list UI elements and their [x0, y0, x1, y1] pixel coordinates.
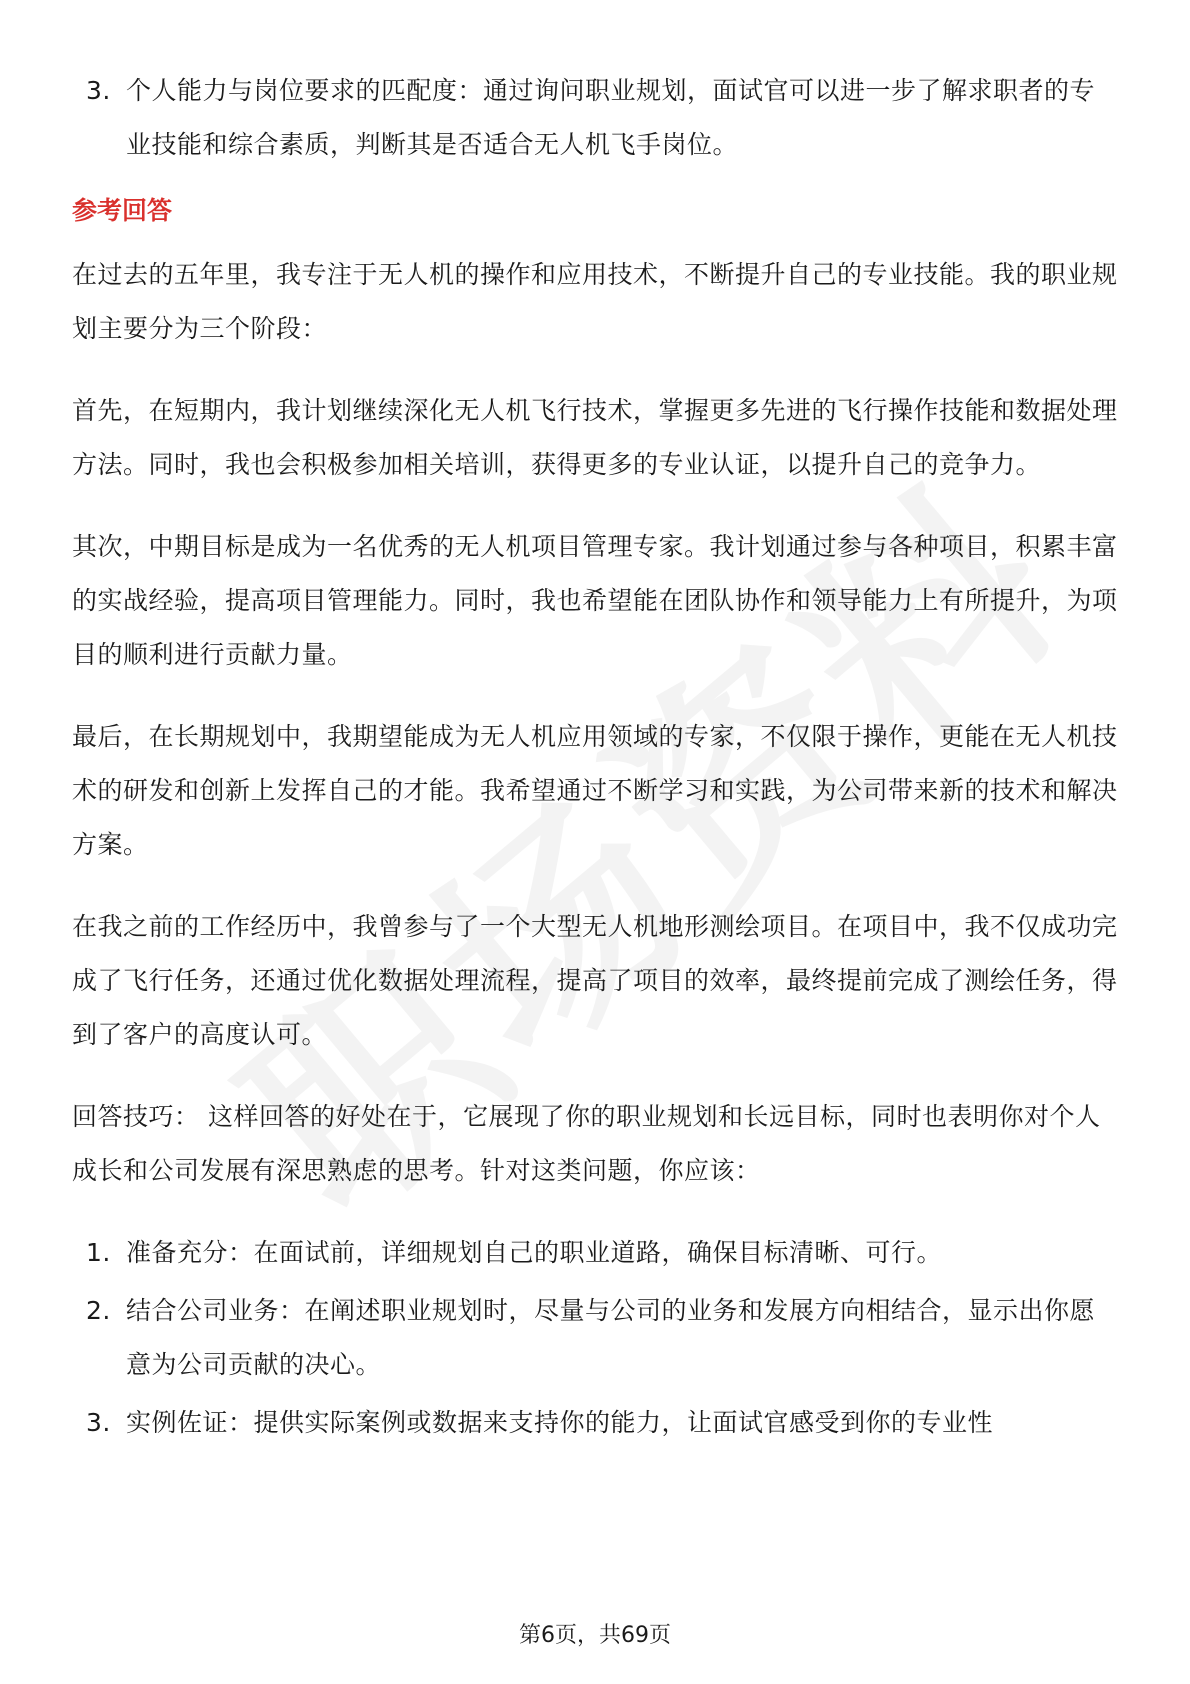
top-list-item — [72, 64, 1118, 172]
list-item-text: 准备充分：在面试前，详细规划自己的职业道路，确保目标清晰、可行。 — [126, 1238, 943, 1267]
paragraph-intro: 在过去的五年里，我专注于无人机的操作和应用技术，不断提升自己的专业技能。我的职业规划主要分为三个阶段： — [72, 260, 1118, 343]
paragraph-answer-tips: 回答技巧： 这样回答的好处在于，它展现了你的职业规划和长远目标，同时也表明你对个人成长和公司发展有深思熟虑的思考。针对这类问题，你应该： — [72, 1102, 1101, 1185]
list-number: 2. — [86, 1296, 111, 1325]
paragraph-mid-term: 其次，中期目标是成为一名优秀的无人机项目管理专家。我计划通过参与各种项目，积累丰富的实战经验，提高项目管理能力。同时，我也希望能在团队协作和领导能力上有所提升，为项目的顺利进行贡献力量。 — [72, 532, 1118, 669]
paragraph-long-term: 最后，在长期规划中，我期望能成为无人机应用领域的专家，不仅限于操作，更能在无人机技术的研发和创新上发挥自己的才能。我希望通过不断学习和实践，为公司带来新的技术和解决方案。 — [72, 722, 1118, 859]
section-title: 参考回答 — [72, 196, 173, 225]
paragraph-experience: 在我之前的工作经历中，我曾参与了一个大型无人机地形测绘项目。在项目中，我不仅成功完成了飞行任务，还通过优化数据处理流程，提高了项目的效率，最终提前完成了测绘任务，得到了客户的高度认可。 — [72, 912, 1118, 1049]
list-number: 3. — [86, 76, 111, 105]
list-item — [72, 1284, 1118, 1392]
list-item — [72, 1226, 1118, 1280]
list-item-text: 实例佐证：提供实际案例或数据来支持你的能力，让面试官感受到你的专业性 — [126, 1408, 994, 1437]
document-page — [72, 64, 1118, 1454]
page-footer: 第6页，共69页 — [519, 1623, 671, 1648]
list-number: 1. — [86, 1238, 111, 1267]
list-item — [72, 1396, 1118, 1450]
paragraph-short-term: 首先，在短期内，我计划继续深化无人机飞行技术，掌握更多先进的飞行操作技能和数据处理方法。同时，我也会积极参加相关培训，获得更多的专业认证，以提升自己的竞争力。 — [72, 396, 1118, 479]
list-number: 3. — [86, 1408, 111, 1437]
list-item-text: 个人能力与岗位要求的匹配度：通过询问职业规划，面试官可以进一步了解求职者的专业技能和综合素质，判断其是否适合无人机飞手岗位。 — [126, 76, 1096, 159]
tips-list — [72, 1226, 1118, 1450]
list-item-text: 结合公司业务：在阐述职业规划时，尽量与公司的业务和发展方向相结合，显示出你愿意为公司贡献的决心。 — [126, 1296, 1096, 1379]
